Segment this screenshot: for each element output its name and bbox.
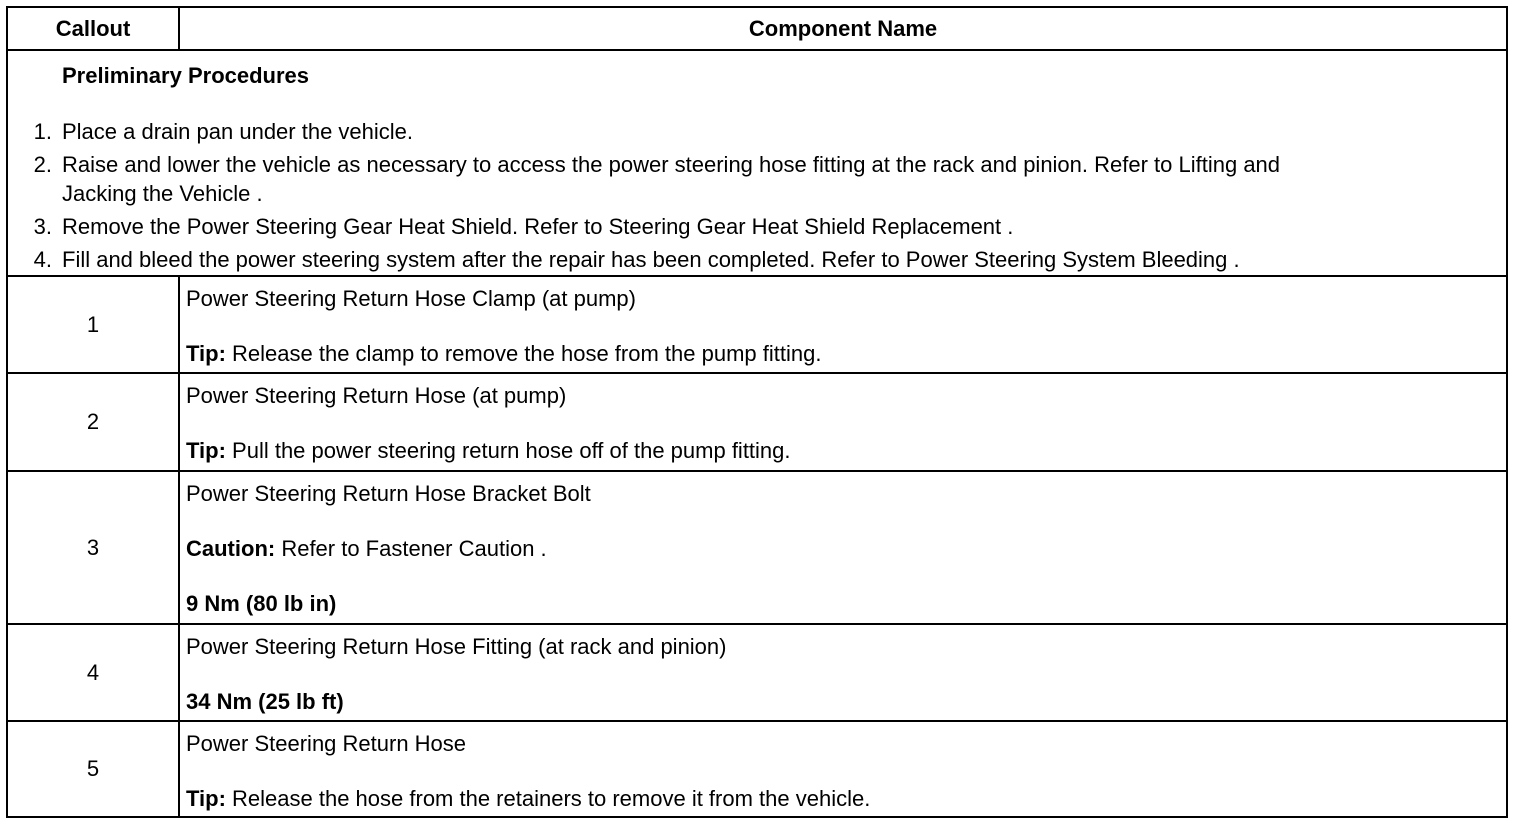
callout-cell: 4 [8, 625, 180, 720]
step-number: 2. [33, 152, 52, 177]
tip-text: Release the clamp to remove the hose from the pump fitting. [225, 341, 822, 366]
tip-label: Tip: [186, 786, 226, 811]
step-item [8, 150, 1496, 208]
table-header [8, 8, 1506, 51]
tip-line [186, 785, 1500, 813]
callout-header: Callout [8, 8, 180, 49]
component-name: Power Steering Return Hose (at pump) [186, 383, 567, 408]
tip-label: Tip: [186, 341, 226, 366]
step-number: 3. [33, 214, 52, 239]
step-text-cont: Jacking the Vehicle . [62, 181, 263, 206]
table-row [8, 722, 1506, 816]
tip-label: Tip: [186, 438, 226, 463]
caution-line [186, 535, 1500, 563]
step-item [8, 117, 1496, 146]
component-name: Power Steering Return Hose Fitting (at rack and pinion) [186, 634, 727, 659]
callout-cell: 5 [8, 722, 180, 816]
step-text: Remove the Power Steering Gear Heat Shield. Refer to Steering Gear Heat Shield Replacement . [62, 214, 1014, 239]
table-row [8, 472, 1506, 625]
preliminary-title: Preliminary Procedures [62, 63, 310, 88]
step-item [8, 212, 1496, 241]
caution-label: Caution: [186, 536, 276, 561]
preliminary-procedures [8, 51, 1506, 277]
torque-spec: 9 Nm (80 lb in) [186, 591, 337, 616]
step-number: 4. [33, 247, 52, 272]
component-name: Power Steering Return Hose Clamp (at pump) [186, 286, 636, 311]
callout-cell: 1 [8, 277, 180, 372]
tip-line [186, 340, 1500, 368]
callout-cell: 3 [8, 472, 180, 623]
caution-text: Refer to Fastener Caution . [275, 536, 547, 561]
table-row [8, 277, 1506, 374]
table-row [8, 625, 1506, 722]
procedure-table [6, 6, 1508, 818]
component-name-header: Component Name [748, 15, 938, 41]
component-name: Power Steering Return Hose [186, 731, 467, 756]
step-text: Place a drain pan under the vehicle. [62, 119, 414, 144]
step-item [8, 245, 1496, 274]
callout-cell: 2 [8, 374, 180, 470]
step-text: Raise and lower the vehicle as necessary to access the power steering hose fitting at the rack and pinion. Refer to Lifting and [62, 152, 1281, 177]
step-text: Fill and bleed the power steering system after the repair has been completed. Refer to Power Steering System Bleeding . [62, 247, 1240, 272]
component-name: Power Steering Return Hose Bracket Bolt [186, 481, 591, 506]
preliminary-steps [8, 117, 1496, 274]
table-row [8, 374, 1506, 472]
tip-text: Pull the power steering return hose off of the pump fitting. [225, 438, 791, 463]
tip-text: Release the hose from the retainers to remove it from the vehicle. [225, 786, 871, 811]
torque-spec: 34 Nm (25 lb ft) [186, 689, 344, 714]
step-number: 1. [33, 119, 52, 144]
tip-line [186, 437, 1500, 465]
